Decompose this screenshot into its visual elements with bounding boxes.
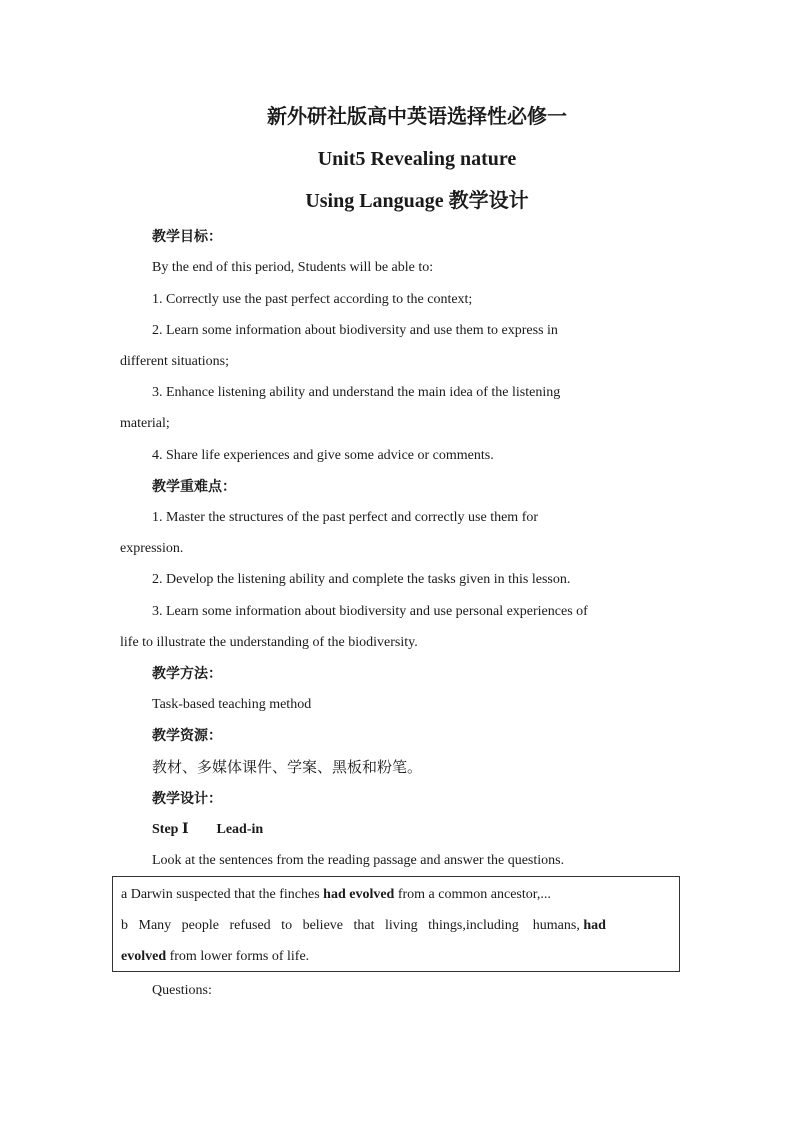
sentence-a-text-before: a Darwin suspected that the finches [121,887,324,902]
objective-item-2: 2. Learn some information about biodiversity and use them to express in [152,323,558,338]
questions-label: Questions: [152,983,212,998]
key-points-heading: 教学重难点： [152,479,236,495]
resources-heading: 教学资源： [152,728,222,744]
methods-heading: 教学方法： [152,666,222,682]
example-sentence-b-cont [121,948,673,966]
resources-text: 教材、多媒体课件、学案、黑板和粉笔。 [152,758,423,776]
sentence-a-text-after: from a common ancestor,... [394,887,551,902]
sentence-b-emphasis-1: had [583,918,606,933]
document-title-line1: 新外研社版高中英语选择性必修一 [267,104,567,128]
objectives-heading: 教学目标： [152,229,222,245]
objectives-intro: By the end of this period, Students will be able to: [152,260,434,275]
objective-item-1: 1. Correctly use the past perfect according to the context; [152,292,473,307]
lead-in-instruction: Look at the sentences from the reading passage and answer the questions. [152,853,565,868]
document-title-line3: Using Language 教学设计 [305,190,529,212]
step-heading [120,821,672,839]
sentence-b-text-before: b Many people refused to believe that living things,including humans, [121,918,584,933]
sentence-b-text-after: from lower forms of life. [166,949,310,964]
methods-text: Task-based teaching method [152,697,312,712]
design-heading: 教学设计： [152,791,222,807]
key-point-item-1-cont: expression. [120,541,184,556]
objective-item-2-cont: different situations; [120,354,229,369]
key-point-item-3-cont: life to illustrate the understanding of the biodiversity. [120,635,418,650]
step-name: Lead-in [216,822,264,837]
key-point-item-1: 1. Master the structures of the past perfect and correctly use them for [152,510,539,525]
sentence-b-emphasis-2: evolved [121,949,167,964]
objective-item-3: 3. Enhance listening ability and understand the main idea of the listening [152,385,561,400]
example-sentences-box [112,876,680,972]
objective-item-3-cont: material; [120,416,170,431]
step-label: Step Ⅰ [152,822,189,837]
example-sentence-a [121,886,673,904]
document-title-line2: Unit5 Revealing nature [317,148,517,170]
objective-item-4: 4. Share life experiences and give some advice or comments. [152,448,494,463]
example-sentence-b [121,917,673,935]
key-point-item-2: 2. Develop the listening ability and complete the tasks given in this lesson. [152,572,571,587]
sentence-a-emphasis: had evolved [323,887,395,902]
key-point-item-3: 3. Learn some information about biodiversity and use personal experiences of [152,604,588,619]
